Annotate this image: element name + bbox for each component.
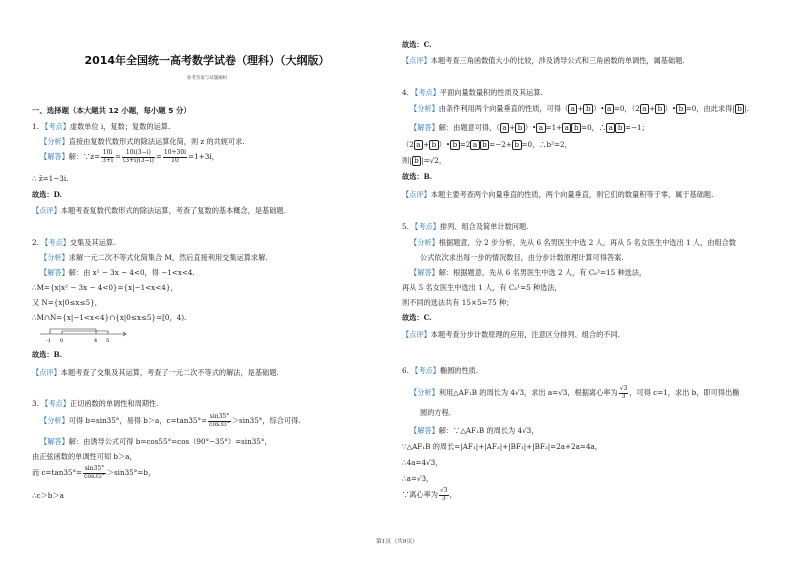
section-heading: 一、选择题（本大题共 12 小题，每小题 5 分） <box>32 106 191 115</box>
q2-number: 2. <box>32 238 39 247</box>
tag-kaodian: 【考点】 <box>41 399 70 408</box>
q1-kaodian <box>32 122 170 132</box>
plus-sign: + <box>423 140 430 149</box>
q6-jieda-text: ∵△AF₁B 的周长为 4√3， <box>453 426 539 435</box>
tag-jieda: 【解答】 <box>40 437 69 446</box>
vector-b: b <box>512 140 522 150</box>
vector-a: a <box>605 104 614 114</box>
vector-a: a <box>606 123 615 133</box>
q2-dianping-text: 本题考查了交集及其运算，考查了一元二次不等式的解法，是基础题. <box>60 368 279 377</box>
q1-jieda <box>40 150 219 164</box>
tag-dianping: 【点评】 <box>402 330 431 339</box>
q4-number: 4. <box>402 88 409 97</box>
vector-b: b <box>429 140 439 150</box>
q5-kaodian-text: 排列、组合及简单计数问题. <box>439 222 529 231</box>
q2-jieda <box>40 268 195 278</box>
vector-a: a <box>470 140 479 150</box>
page-footer: 第1页（共9页） <box>375 539 419 546</box>
q6-number: 6. <box>402 366 409 375</box>
q4-text: ）• <box>664 104 677 113</box>
eq-sign: = <box>114 152 121 162</box>
q6-jieda <box>410 426 538 436</box>
q4-text: =−1； <box>624 123 649 132</box>
vector-b: b <box>571 123 581 133</box>
q6-line4 <box>402 488 457 502</box>
q5-dianping <box>402 330 620 340</box>
plus-sign: + <box>509 123 516 132</box>
q4-dianping-text: 本题主要考查两个向量垂直的性质，两个向量垂直，则它们的数量积等于零，属于基础题. <box>430 190 714 199</box>
q1-dianping-text: 本题考查复数代数形式的除法运算，考查了复数的基本概念，是基础题. <box>60 206 286 215</box>
q1-kaodian-text: 虚数单位 i，复数；复数的运算. <box>69 122 171 131</box>
q3-frac-2: $\frac{\sin 35^\circ}{\cos 35^\circ}$ <box>84 465 105 480</box>
q4-text: |=√2， <box>421 156 447 165</box>
q6-kaodian <box>402 366 478 376</box>
q2-fenxi-text: 求解一元二次不等式化简集合 M，然后直接利用交集运算求解. <box>68 253 268 262</box>
q2-line1: ∴M={x|x² − 3x − 4<0}={x|−1<x<4}， <box>32 283 178 292</box>
q4-text: （2 <box>402 140 414 149</box>
q4-text: ）• <box>593 104 605 113</box>
q4-text: 由条件利用两个向量垂直的性质，可得（ <box>438 104 569 113</box>
tag-jieda: 【解答】 <box>410 268 439 277</box>
q1-dianping <box>32 206 286 216</box>
q4-text: ）• <box>438 140 451 149</box>
nl-label: 4 <box>94 338 98 344</box>
q4-text: 由题意可得，（ <box>453 123 500 132</box>
q5-fenxi <box>410 238 736 248</box>
q2-line3: ∴M∩N={x|−1<x<4}∩{x|0≤x≤5}=[0，4). <box>32 313 187 322</box>
q4-kaodian <box>402 88 543 98</box>
q3-conclusion: ∴c＞b＞a <box>32 491 64 500</box>
q3-line1: 由正弦函数的单调性可知 b＞a， <box>32 452 137 461</box>
plus-sign: + <box>577 104 584 113</box>
q6-fenxi2: 圆的方程. <box>420 408 452 417</box>
vector-a: a <box>568 104 577 114</box>
page-title: 2014年全国统一高考数学试卷（理科）（大纲版） <box>84 54 330 67</box>
q5-number: 5. <box>402 222 409 231</box>
q5-answer: 故选：C. <box>402 313 432 322</box>
q3-kaodian-text: 正切函数的单调性和周期性. <box>69 399 159 408</box>
q4-answer: 故选：B. <box>402 172 433 181</box>
q1-answer: 故选：D. <box>32 190 63 199</box>
tag-kaodian: 【考点】 <box>411 88 440 97</box>
vector-a: a <box>536 123 545 133</box>
vector-b: b <box>515 123 525 133</box>
tag-fenxi: 【分析】 <box>40 137 69 146</box>
tag-jieda: 【解答】 <box>410 426 439 435</box>
tag-dianping: 【点评】 <box>402 56 431 65</box>
q4-text: =0，由此求得| <box>685 104 735 113</box>
q1-frac-2: $\frac{10i(3-i)}{(3+i)(3-i)}$ <box>122 149 154 164</box>
q4-text: ）• <box>524 123 537 132</box>
q1-jieda-post: =1+3i， <box>188 152 219 162</box>
q4-jieda <box>410 123 649 133</box>
q5-jieda-text: 根据题意，先从 6 名男医生中选 2 人，有 C₆²=15 种选法， <box>453 268 647 277</box>
vector-b: b <box>676 104 686 114</box>
q2-jieda-text: 由 x² − 3x − 4<0，得 −1<x<4. <box>83 268 195 277</box>
jie-label: 解： <box>438 426 454 435</box>
q2-dianping <box>32 368 279 378</box>
jie-label: 解： <box>438 268 454 277</box>
q3-jieda-text: 由诱导公式可得 b=cos55°=cos（90°−35°）=sin35°， <box>83 437 272 446</box>
nl-label: 0 <box>60 338 64 344</box>
q6-frac-2: $\frac{√3}{3}$ <box>439 487 448 502</box>
q1-fenxi <box>40 137 245 147</box>
nl-label: 5 <box>106 338 110 344</box>
tag-kaodian: 【考点】 <box>411 366 440 375</box>
tag-kaodian: 【考点】 <box>41 122 70 131</box>
q4-line1 <box>402 140 572 150</box>
q4-dianping <box>402 190 713 200</box>
q3-dianping-text: 本题考查三角函数值大小的比较，涉及诱导公式和三角函数的单调性，属基础题. <box>430 56 685 65</box>
q3-fenxi <box>40 414 301 428</box>
vector-b: b <box>655 104 665 114</box>
q2-answer: 故选：B. <box>32 350 63 359</box>
q3-fenxi-a: 可得 b=sin35°，易得 b＞a，c=tan35°= <box>68 416 208 426</box>
q6-kaodian-text: 椭圆的性质. <box>439 366 479 375</box>
q3-frac: $\frac{\sin 35^\circ}{\cos 35^\circ}$ <box>209 413 230 428</box>
jie-label: 解： <box>68 152 84 162</box>
q2-line2: 又 N={x|0≤x≤5}， <box>32 298 102 307</box>
tag-kaodian: 【考点】 <box>41 238 70 247</box>
q4-text: =0，∴b²=2， <box>521 140 572 149</box>
number-line-diagram <box>38 326 128 346</box>
jie-label: 解： <box>438 123 454 132</box>
tag-fenxi: 【分析】 <box>410 238 439 247</box>
tag-fenxi: 【分析】 <box>410 388 439 398</box>
tag-dianping: 【点评】 <box>402 190 431 199</box>
q4-text: =−2+ <box>489 140 512 149</box>
q5-fenxi-text: 根据题意，分 2 步分析，先从 6 名男医生中选 2 人，再从 5 名女医生中选出 1 人，由组合数 <box>438 238 737 247</box>
q3-line2-b: ＞sin35°=b， <box>106 468 156 478</box>
jie-label: 解： <box>68 437 84 446</box>
q3-line2 <box>32 466 155 480</box>
q1-frac-1: $\frac{10i}{3+i}$ <box>102 149 113 164</box>
q6-fenxi-a: 利用△AF₁B 的周长为 4√3，求出 a=√3，根据离心率为 <box>438 388 618 398</box>
q6-line4-a: ∵离心率为 <box>402 490 438 500</box>
vector-b: b <box>450 140 460 150</box>
vector-b: b <box>735 104 745 114</box>
q4-fenxi <box>410 104 749 114</box>
q4-line2 <box>402 156 446 166</box>
tag-dianping: 【点评】 <box>32 206 61 215</box>
vector-b: b <box>480 140 490 150</box>
vector-b: b <box>412 156 422 166</box>
tag-kaodian: 【考点】 <box>411 222 440 231</box>
tag-jieda: 【解答】 <box>40 268 69 277</box>
q1-fenxi-text: 直接由复数代数形式的除法运算化简，则 z 的共轭可求. <box>68 137 245 146</box>
q6-line1: ∵△AF₁B 的周长=|AF₁|+|AF₂|+|BF₁|+|BF₂|=2a+2a=4a， <box>402 442 602 451</box>
vector-a: a <box>640 104 649 114</box>
q6-fenxi-b: ，可得 c=1，求出 b，即可得出椭 <box>629 388 740 398</box>
q6-frac: $\frac{√3}{3}$ <box>619 385 628 400</box>
q6-line2: ∴4a=4√3， <box>402 458 443 467</box>
q3-number: 3. <box>32 399 39 408</box>
vector-b: b <box>615 123 625 133</box>
q4-text: =2 <box>459 140 471 149</box>
q2-kaodian <box>32 238 115 248</box>
vector-a: a <box>500 123 509 133</box>
q6-line3: ∴a=√3， <box>402 474 434 483</box>
q5-jieda <box>410 268 646 278</box>
tag-fenxi: 【分析】 <box>40 416 69 426</box>
q3-kaodian <box>32 399 158 409</box>
q4-kaodian-text: 平面向量数量积的性质及其运算. <box>439 88 543 97</box>
q5-line1: 再从 5 名女医生中选出 1 人，有 C₅¹=5 种选法， <box>402 283 562 292</box>
q1-conclusion: ∴ z̄=1−3i. <box>32 174 69 183</box>
q3-fenxi-b: ＞sin35°，综合可得. <box>231 416 301 426</box>
q6-fenxi <box>410 386 739 400</box>
q3-answer: 故选：C. <box>402 40 432 49</box>
tag-jieda: 【解答】 <box>410 123 439 132</box>
q5-line2: 则不同的选法共有 15×5=75 种； <box>402 298 514 307</box>
q2-fenxi <box>40 253 268 263</box>
nl-label: -1 <box>46 338 51 344</box>
q3-dianping <box>402 56 685 66</box>
q4-text: =0，（2 <box>613 104 640 113</box>
q5-fenxi2: 公式依次求出每一步的情况数目，由分步计数原理计算可得答案. <box>420 253 624 262</box>
q3-jieda <box>40 437 272 447</box>
tag-dianping: 【点评】 <box>32 368 61 377</box>
vector-a: a <box>414 140 423 150</box>
plus-sign: + <box>649 104 656 113</box>
q4-text: =1+ <box>545 123 563 132</box>
q5-kaodian <box>402 222 528 232</box>
q6-line4-b: ， <box>449 490 457 500</box>
q1-frac-3: $\frac{10+30i}{10}$ <box>163 149 187 164</box>
q4-text: 则| <box>402 156 412 165</box>
q4-text: =0，∴ <box>581 123 607 132</box>
q2-kaodian-text: 交集及其运算. <box>69 238 116 247</box>
eq-sign: = <box>155 152 162 162</box>
tag-fenxi: 【分析】 <box>410 104 439 113</box>
tag-fenxi: 【分析】 <box>40 253 69 262</box>
jie-label: 解： <box>68 268 84 277</box>
page-subtitle: 参考答案与试题解析 <box>186 76 228 81</box>
q1-jieda-pre: ∵z= <box>83 152 101 162</box>
vector-a: a <box>562 123 571 133</box>
q4-text: |. <box>744 104 750 113</box>
q1-number: 1. <box>32 122 39 131</box>
vector-b: b <box>583 104 593 114</box>
tag-jieda: 【解答】 <box>40 152 69 162</box>
q3-line2-a: 而 c=tan35°= <box>32 468 83 478</box>
q5-dianping-text: 本题考查分步计数原理的应用，注意区分排列、组合的不同. <box>430 330 620 339</box>
